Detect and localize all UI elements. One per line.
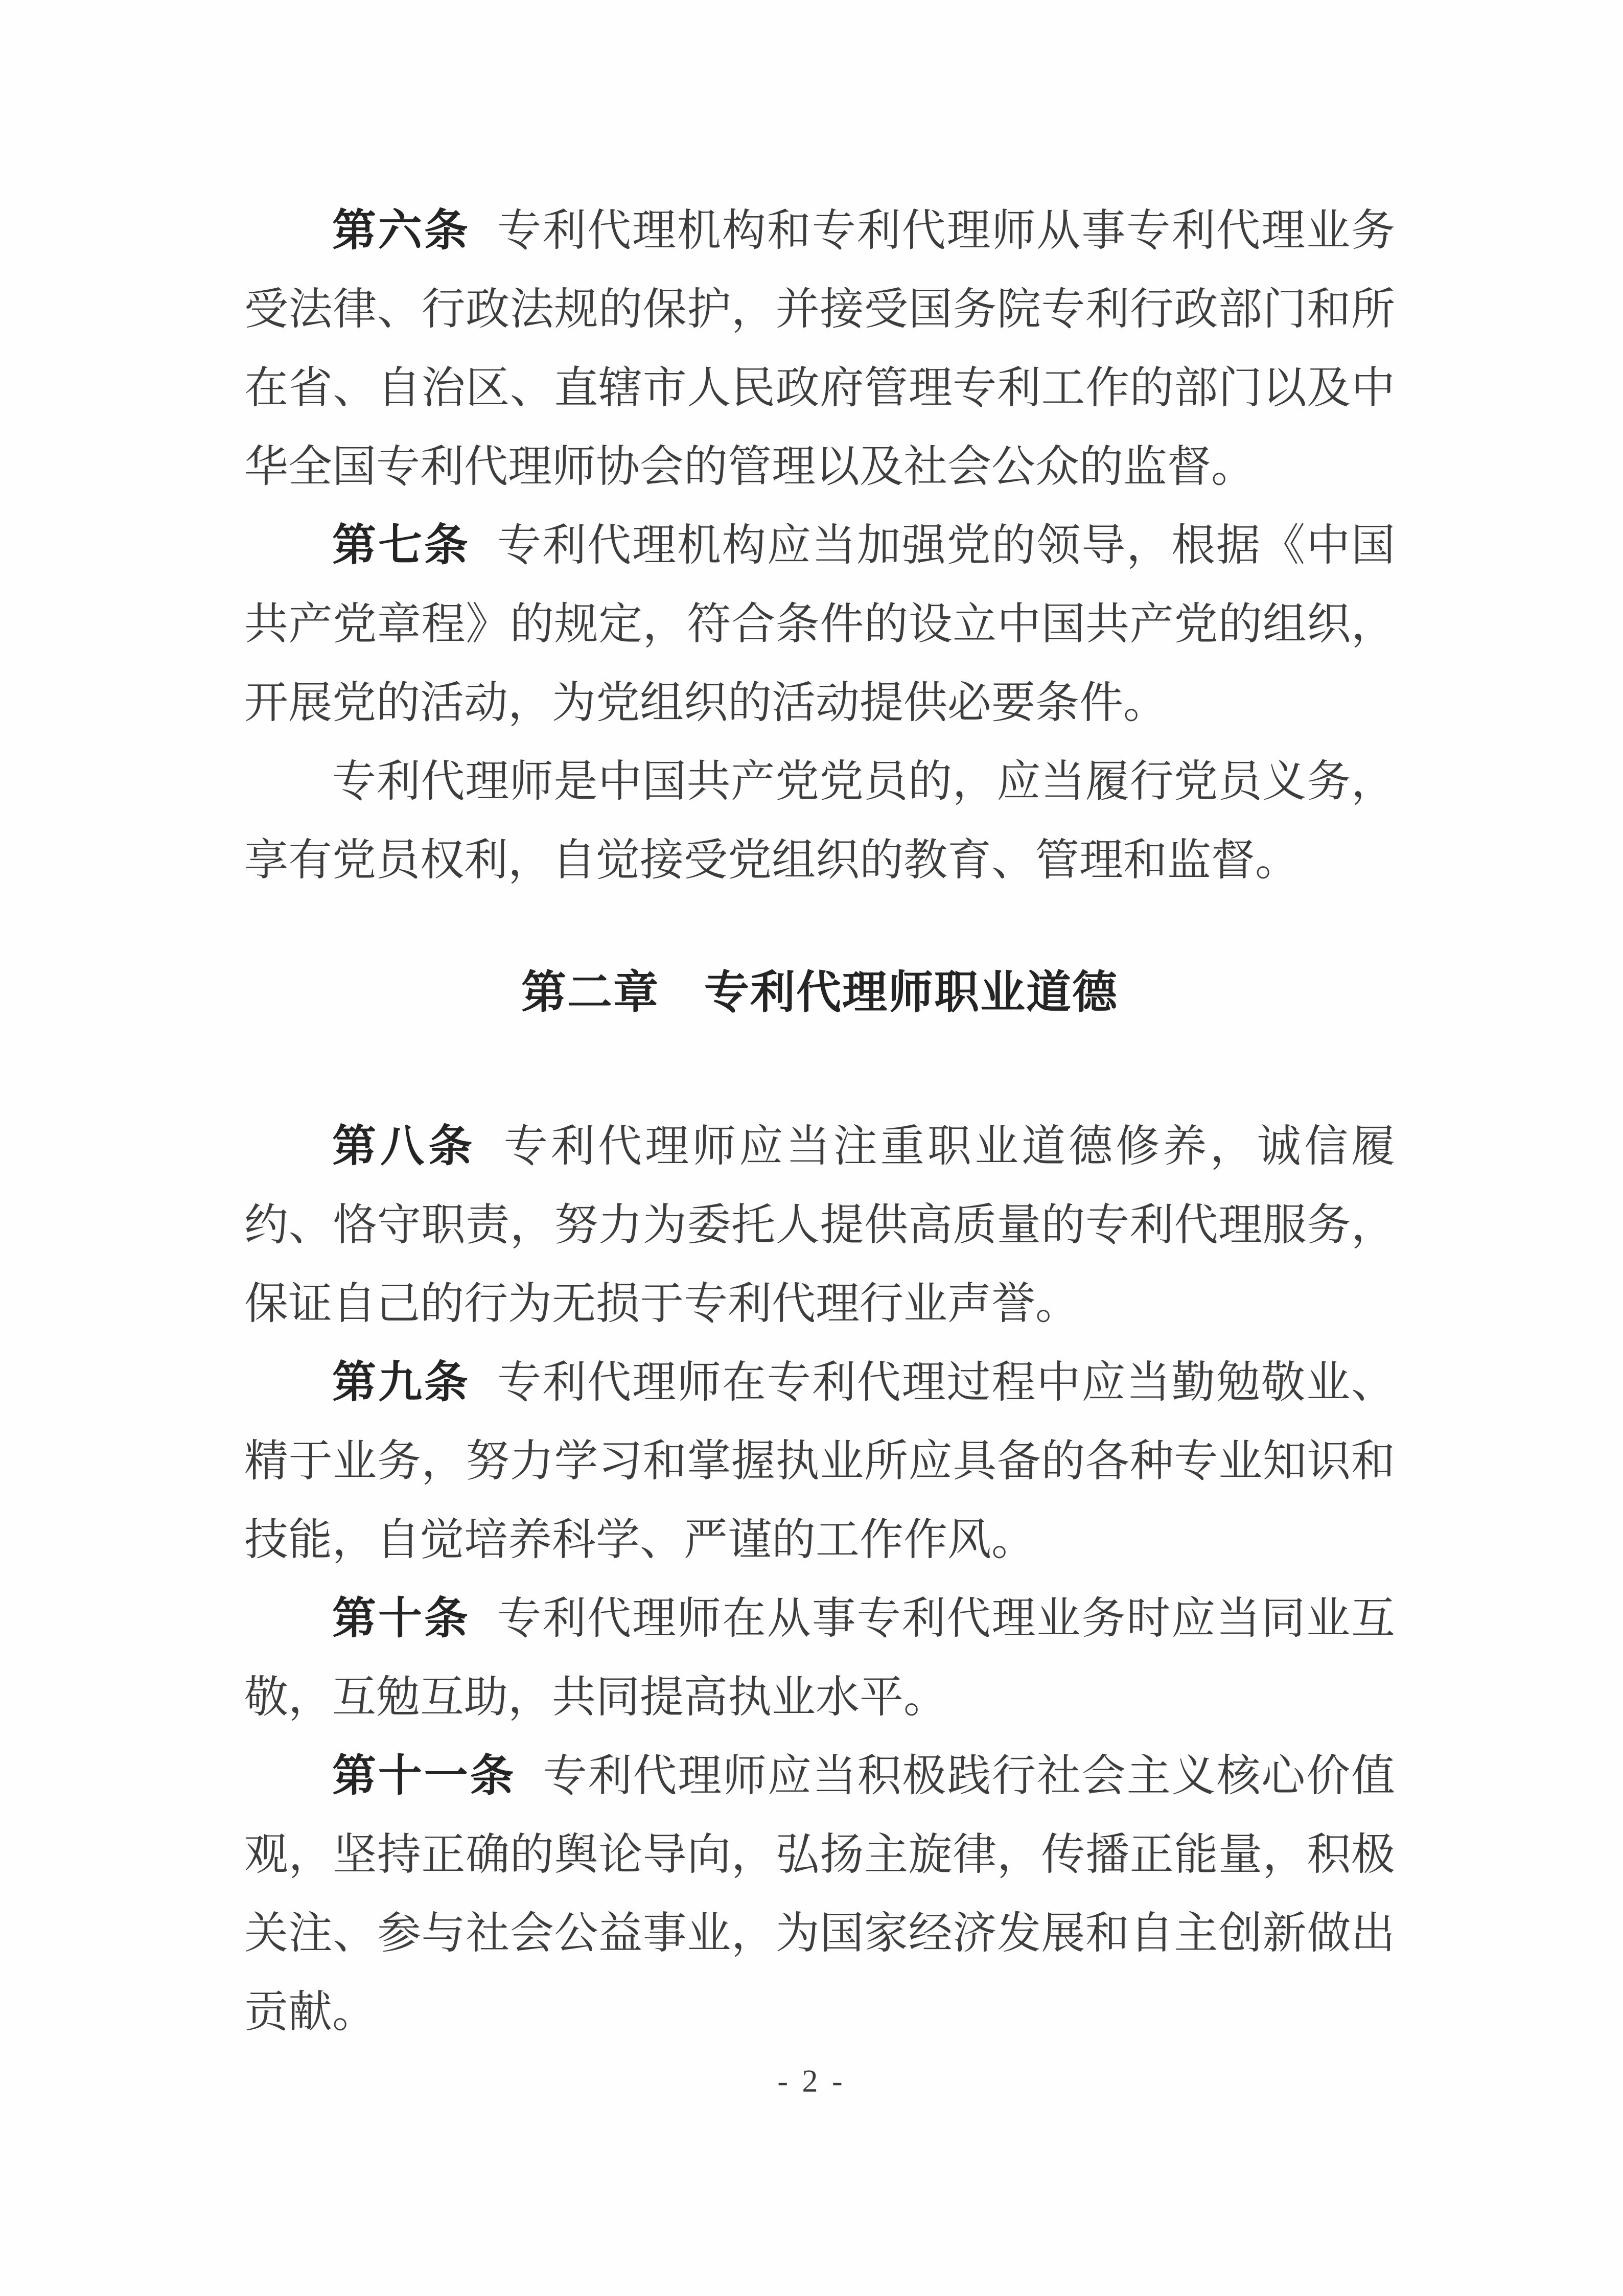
article-7-continued-text: 专利代理师是中国共产党党员的，应当履行党员义务，享有党员权利，自觉接受党组织的教育、管理和监督。 <box>244 757 1395 885</box>
chapter-2-heading <box>244 952 1395 1033</box>
article-10-number: 第十条 <box>332 1594 470 1643</box>
page-number: - 2 - <box>777 2064 846 2099</box>
article-9-number: 第九条 <box>332 1358 470 1407</box>
article-7-number: 第七条 <box>332 521 470 570</box>
paragraph-article-7-continued <box>244 742 1395 899</box>
chapter-2-number: 第二章 <box>521 967 659 1017</box>
article-11-text: 专利代理师应当积极践行社会主义核心价值观，坚持正确的舆论导向，弘扬主旋律，传播正能量，积极关注、参与社会公益事业，为国家经济发展和自主创新做出贡献。 <box>244 1751 1396 2036</box>
article-9-text: 专利代理师在专利代理过程中应当勤勉敬业、精于业务，努力学习和掌握执业所应具备的各种专业知识和技能，自觉培养科学、严谨的工作作风。 <box>244 1358 1396 1564</box>
paragraph-article-6 <box>244 191 1395 506</box>
article-11-number: 第十一条 <box>332 1751 516 1800</box>
chapter-2-title: 专利代理师职业道德 <box>704 967 1119 1017</box>
paragraph-article-9 <box>244 1343 1395 1579</box>
paragraph-article-10 <box>244 1579 1395 1736</box>
paragraph-article-7 <box>244 506 1395 742</box>
article-6-number: 第六条 <box>332 206 470 255</box>
document-body <box>244 191 1395 2051</box>
article-10-text: 专利代理师在从事专利代理业务时应当同业互敬，互勉互助，共同提高执业水平。 <box>244 1594 1396 1722</box>
article-7-text: 专利代理机构应当加强党的领导，根据《中国共产党章程》的规定，符合条件的设立中国共产党的组织，开展党的活动，为党组织的活动提供必要条件。 <box>244 521 1396 727</box>
article-8-number: 第八条 <box>332 1122 477 1171</box>
paragraph-article-8 <box>244 1107 1395 1343</box>
paragraph-article-11 <box>244 1736 1395 2051</box>
article-8-text: 专利代理师应当注重职业道德修养，诚信履约、恪守职责，努力为委托人提供高质量的专利代理服务，保证自己的行为无损于专利代理行业声誉。 <box>244 1122 1396 1328</box>
article-6-text: 专利代理机构和专利代理师从事专利代理业务受法律、行政法规的保护，并接受国务院专利行政部门和所在省、自治区、直辖市人民政府管理专利工作的部门以及中华全国专利代理师协会的管理以及社会公众的监督。 <box>244 206 1396 491</box>
